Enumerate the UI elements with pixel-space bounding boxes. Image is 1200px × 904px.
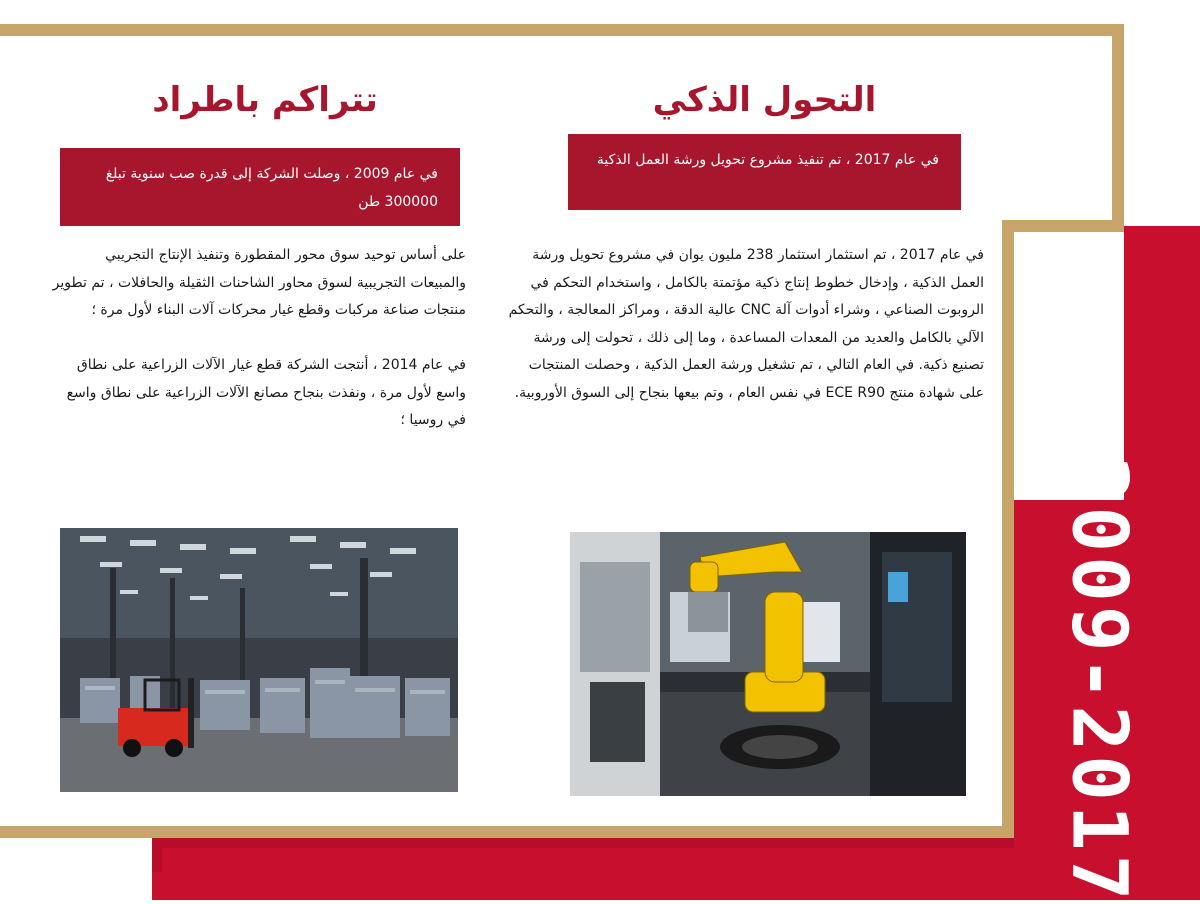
robot-arm-cnc-photo [570,532,966,796]
year-range-vertical [1020,456,1180,904]
left-column-banner: في عام 2009 ، وصلت الشركة إلى قدرة صب سنوية تبلغ 300000 طن [60,148,460,226]
right-column-banner: في عام 2017 ، تم تنفيذ مشروع تحويل ورشة العمل الذكية [568,134,961,210]
left-column-paragraph-2: في عام 2014 ، أنتجت الشركة قطع غيار الآلات الزراعية على نطاق واسع لأول مرة ، ونفذت بنجاح مصانع الآلات الزراعية على نطاق واسع في روسيا ؛ [66,357,466,428]
right-column-paragraph: في عام 2017 ، تم استثمار استثمار 238 مليون يوان في مشروع تحويل ورشة العمل الذكية ، وإدخال خطوط إنتاج ذكية مؤتمتة بالكامل ، واستخدام التحكم في الروبوت الصناعي ، وشراء أدوات آلة CNC عالية الدقة ، ومراكز المعالجة ، والتحكم الآلي بالكامل والعديد من المعدات المساعدة ، وما إلى ذلك ، تحولت إلى ورشة تصنيع ذكية. في العام التالي ، تم تشغيل ورشة العمل الذكية ، وحصلت المنتجات على شهادة منتج ECE R90 في نفس العام ، وتم بيعها بنجاح إلى السوق الأوروبية. [508,247,984,401]
left-column-paragraph-1: على أساس توحيد سوق محور المقطورة وتنفيذ الإنتاج التجريبي والمبيعات التجريبية لسوق محاور الشاحنات الثقيلة والحافلات ، تم تطوير منتجات صناعة مركبات وقطع غيار محركات آلات البناء لأول مرة ؛ [52,247,466,318]
year-range-text: 2009-2017 [1055,456,1145,904]
left-column-title: تتراكم باطراد [152,80,378,120]
right-column-title: التحول الذكي [652,80,877,120]
warehouse-forklift-photo [60,528,458,792]
